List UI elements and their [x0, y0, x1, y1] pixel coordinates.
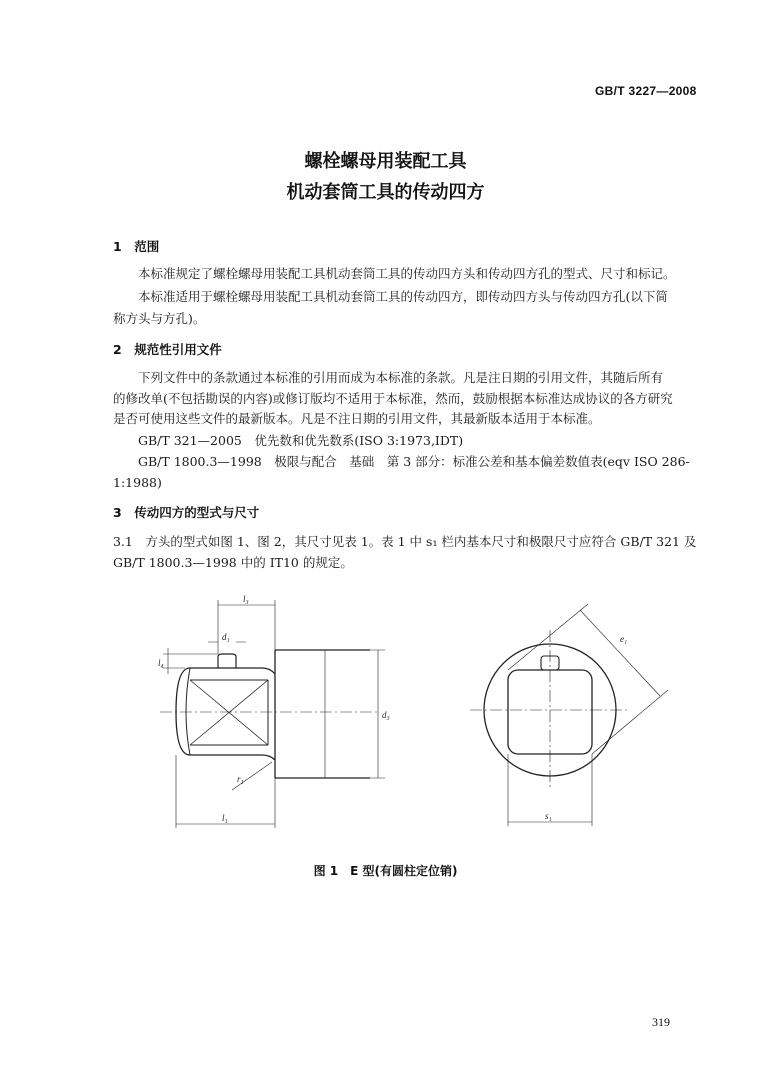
- section-1-paragraph: 本标准适用于螺栓螺母用装配工具机动套筒工具的传动四方，即传动四方头与传动四方孔(以下简: [138, 289, 668, 304]
- reference-gbt-1800: GB/T 1800.3—1998 极限与配合 基础 第 3 部分：标准公差和基本偏差数值表(eqv ISO 286-: [138, 454, 690, 469]
- section-2-paragraph: 的修改单(不包括勘误的内容)或修订版均不适用于本标准，然而，鼓励根据本标准达成协议的各方研究: [113, 391, 673, 406]
- label-r1: r₁: [237, 774, 244, 784]
- section-2-paragraph: 是否可使用这些文件的最新版本。凡是不注日期的引用文件，其最新版本适用于本标准。: [113, 411, 601, 426]
- label-e1: e₁: [620, 634, 628, 644]
- section-1-paragraph: 本标准规定了螺栓螺母用装配工具机动套筒工具的传动四方头和传动四方孔的型式、尺寸和标记。: [138, 266, 676, 281]
- section-heading-2: 2 规范性引用文件: [113, 342, 222, 357]
- label-l4: l₄: [158, 658, 164, 668]
- section-1-paragraph: 称方头与方孔)。: [113, 311, 206, 326]
- label-l3: l₃: [243, 594, 249, 604]
- figure-caption: 图 1 E 型(有圆柱定位销): [313, 864, 458, 878]
- page-number: 319: [652, 1015, 670, 1029]
- label-l1: l₁: [222, 813, 228, 823]
- section-heading-3: 3 传动四方的型式与尺寸: [113, 505, 260, 520]
- reference-gbt-1800-cont: 1:1988): [113, 475, 162, 490]
- label-s1: s₁: [545, 811, 552, 821]
- label-d1: d₁: [222, 632, 230, 642]
- title-line-2: 机动套筒工具的传动四方: [286, 182, 485, 203]
- standard-code: GB/T 3227—2008: [595, 84, 697, 98]
- label-d3: d₃: [382, 710, 390, 720]
- section-3-paragraph: GB/T 1800.3—1998 中的 IT10 的规定。: [113, 555, 353, 570]
- section-heading-1: 1 范围: [113, 239, 160, 254]
- title-line-1: 螺栓螺母用装配工具: [304, 151, 467, 172]
- section-2-paragraph: 下列文件中的条款通过本标准的引用而成为本标准的条款。凡是注日期的引用文件，其随后所有: [138, 370, 664, 385]
- section-3-paragraph: 3.1 方头的型式如图 1、图 2，其尺寸见表 1。表 1 中 s₁ 栏内基本尺寸和极限尺寸应符合 GB/T 321 及: [113, 534, 697, 549]
- reference-gbt-321: GB/T 321—2005 优先数和优先数系(ISO 3:1973,IDT): [138, 433, 464, 448]
